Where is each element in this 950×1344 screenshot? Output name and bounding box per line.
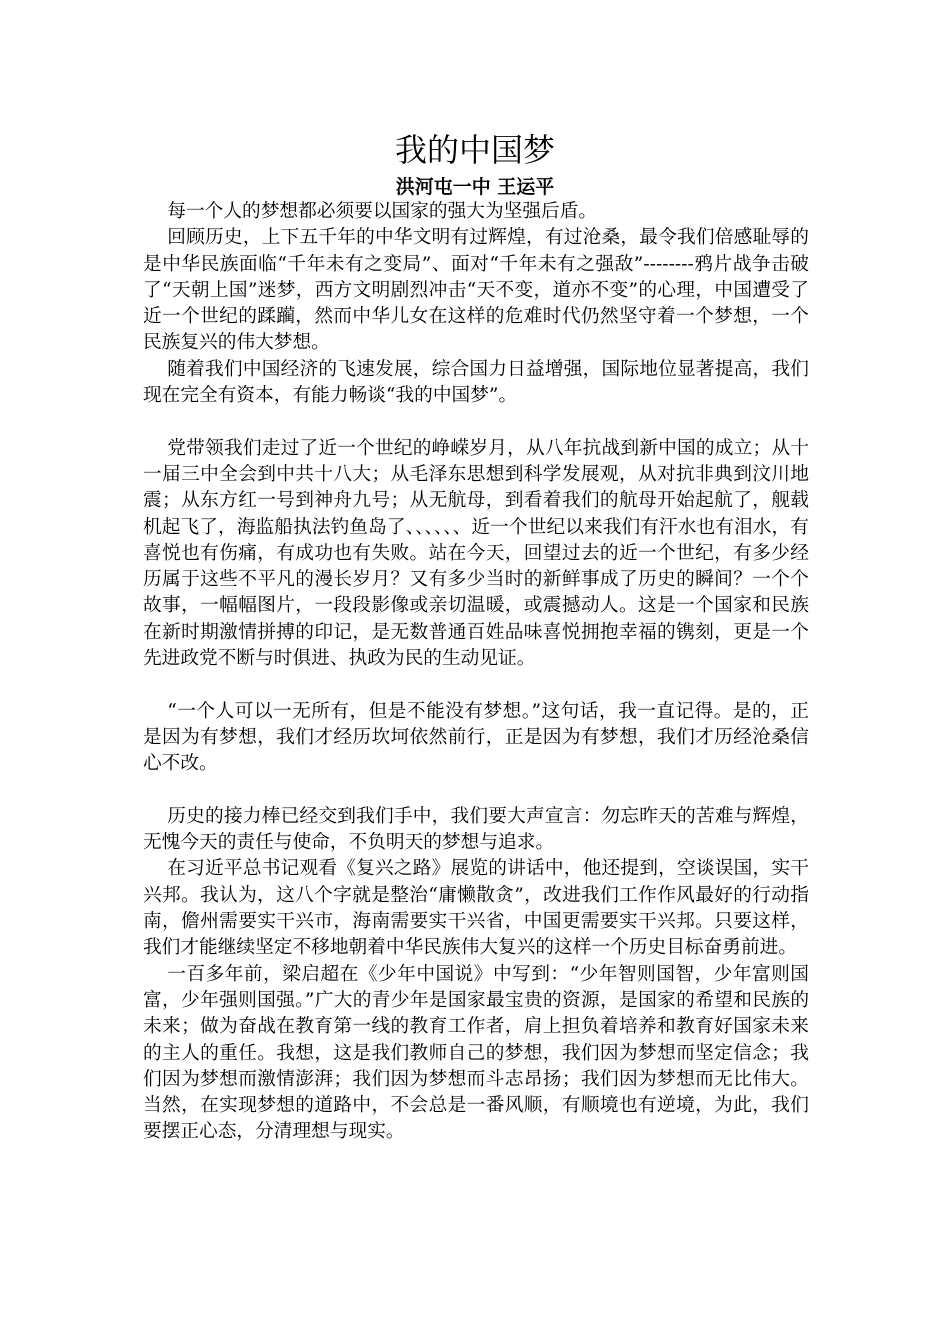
paragraph-6: 历史的接力棒已经交到我们手中，我们要大声宣言：勿忘昨天的苦难与辉煌，无愧今天的责任与使命，不负明天的梦想与追求。 bbox=[143, 805, 809, 854]
paragraph-5: “一个人可以一无所有，但是不能没有梦想。”这句话，我一直记得。是的，正是因为有梦想，我们才经历坎坷依然前行，正是因为有梦想，我们才历经沧桑信心不改。 bbox=[143, 700, 809, 775]
paragraph-spacer bbox=[143, 672, 809, 698]
paragraph-7: 在习近平总书记观看《复兴之路》展览的讲话中，他还提到，空谈误国，实干兴邦。我认为，这八个字就是整治“庸懒散贪”，改进我们工作作风最好的行动指南，儋州需要实干兴市，海南需要实干兴省，中国更需要实干兴邦。只要这样，我们才能继续坚定不移地朝着中华民族伟大复兴的这样一个历史目标奋勇前进。 bbox=[143, 858, 809, 959]
paragraph-spacer bbox=[143, 409, 809, 435]
paragraph-spacer bbox=[143, 778, 809, 804]
paragraph-8: 一百多年前，梁启超在《少年中国说》中写到：“少年智则国智，少年富则国富，少年强则国强。”广大的青少年是国家最宝贵的资源，是国家的希望和民族的未来；做为奋战在教育第一线的教育工作者，肩上担负着培养和教育好国家未来的主人的重任。我想，这是我们教师自己的梦想，我们因为梦想而坚定信念；我们因为梦想而激情澎湃；我们因为梦想而斗志昂扬；我们因为梦想而无比伟大。当然，在实现梦想的道路中，不会总是一番风顺，有顺境也有逆境，为此，我们要摆正心态，分清理想与现实。 bbox=[143, 963, 809, 1143]
document-title: 我的中国梦 bbox=[394, 131, 555, 169]
paragraph-2: 回顾历史，上下五千年的中华文明有过辉煌，有过沧桑，最令我们倍感耻辱的是中华民族面临“千年未有之变局”、面对“千年未有之强敌”--------鸦片战争击破了“天朝上国”迷梦，西方文明剧烈冲击“天不变，道亦不变”的心理，中国遭受了近一个世纪的蹂躏，然而中华儿女在这样的危难时代仍然坚守着一个梦想，一个民族复兴的伟大梦想。 bbox=[143, 227, 809, 354]
paragraph-4: 党带领我们走过了近一个世纪的峥嵘岁月，从八年抗战到新中国的成立；从十一届三中全会到中共十八大；从毛泽东思想到科学发展观，从对抗非典到汶川地震；从东方红一号到神舟九号；从无航母，到看着我们的航母开始起航了，舰载机起飞了，海监船执法钓鱼岛了、、、、、、近一个世纪以来我们有汗水也有泪水，有喜悦也有伤痛，有成功也有失败。站在今天，回望过去的近一个世纪，有多少经历属于这些不平凡的漫长岁月？又有多少当时的新鲜事成了历史的瞬间？一个个故事，一幅幅图片，一段段影像或亲切温暖，或震撼动人。这是一个国家和民族在新时期激情拼搏的印记，是无数普通百姓品味喜悦拥抱幸福的镌刻，更是一个先进政党不断与时俱进、执政为民的生动见证。 bbox=[143, 437, 809, 670]
paragraph-3: 随着我们中国经济的飞速发展，综合国力日益增强，国际地位显著提高，我们现在完全有资本，有能力畅谈“我的中国梦”。 bbox=[143, 358, 809, 407]
paragraph-1: 每一个人的梦想都必须要以国家的强大为坚强后盾。 bbox=[167, 201, 598, 222]
document-body bbox=[143, 199, 809, 1146]
author-line: 洪河屯一中 王运平 bbox=[395, 176, 555, 198]
